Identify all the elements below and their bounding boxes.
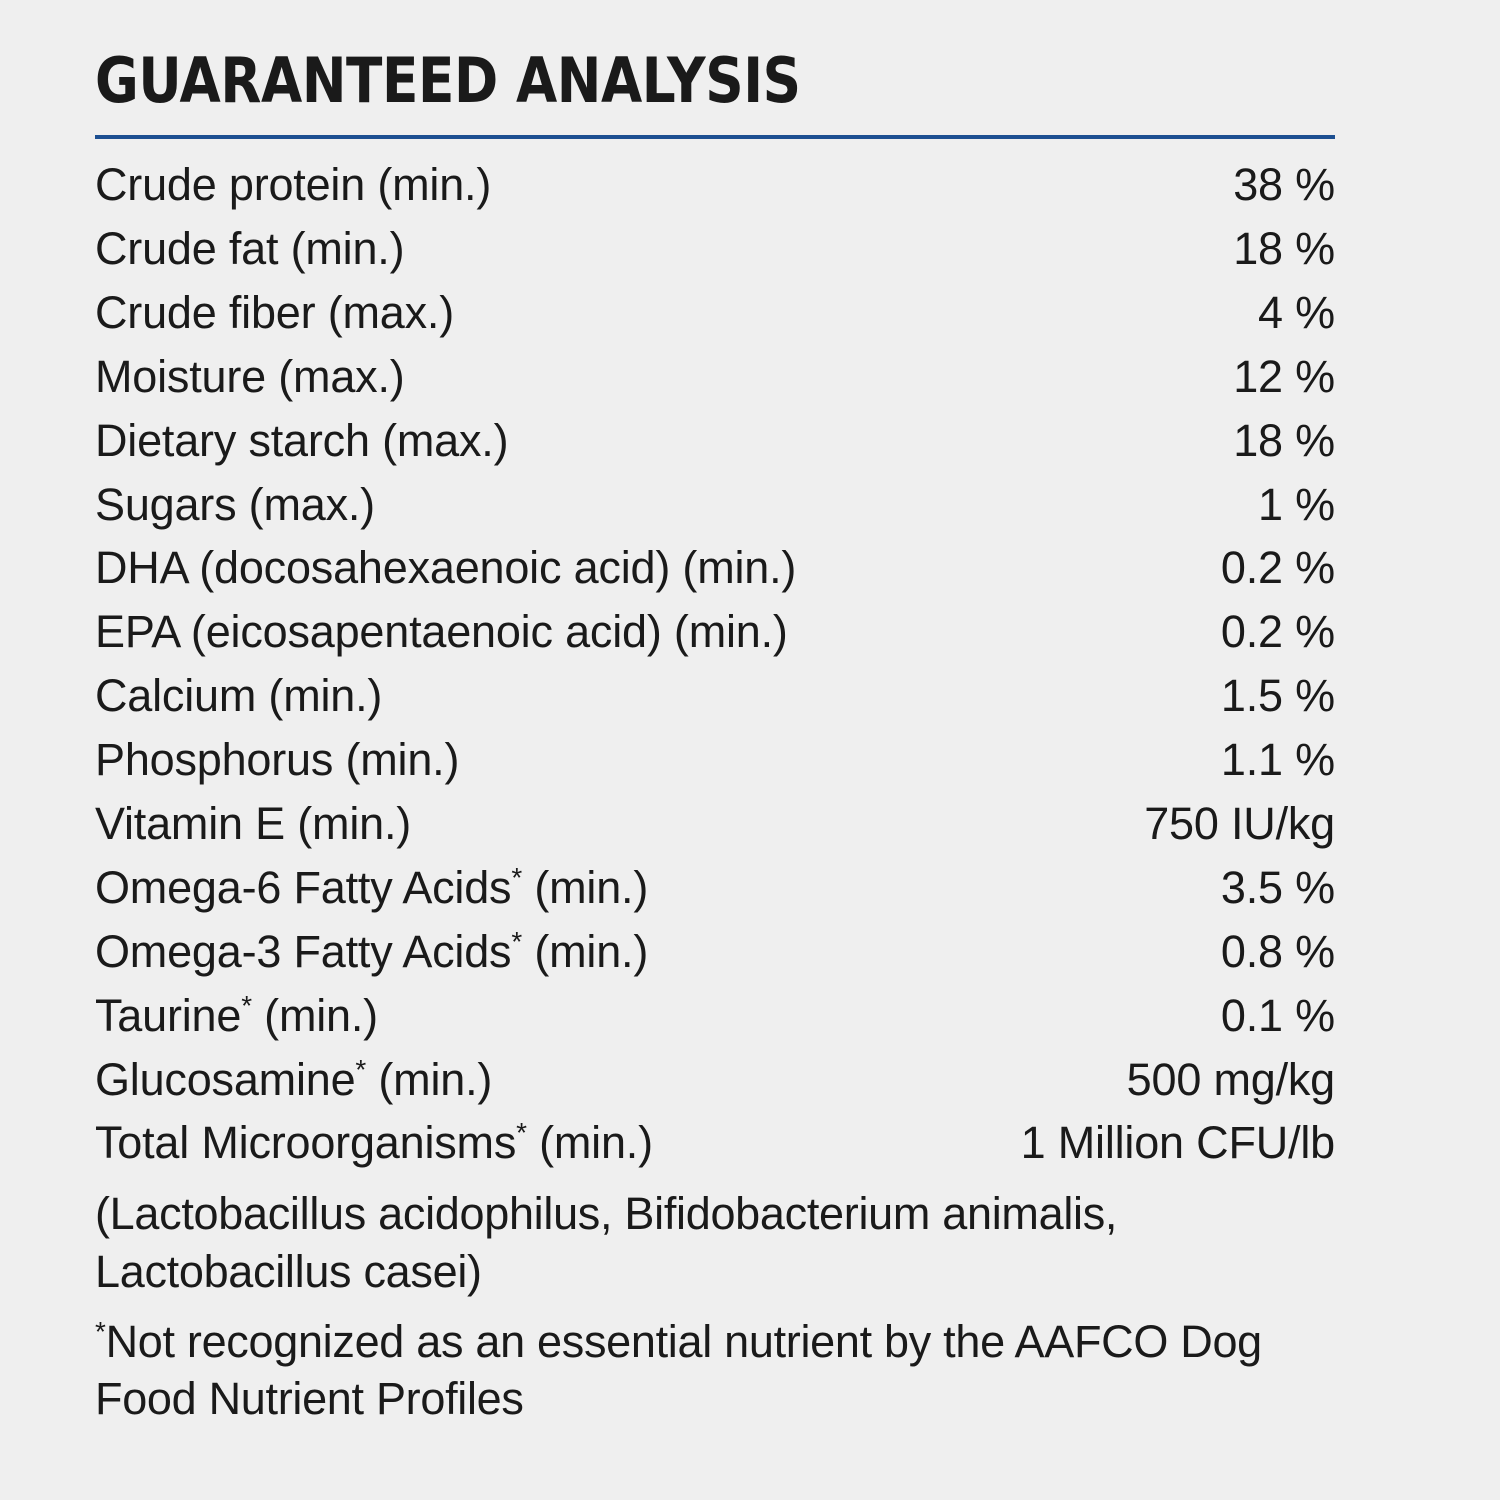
nutrient-qualifier: (min.) (522, 925, 649, 977)
nutrient-value: 1 % (1258, 478, 1335, 530)
nutrient-value: 4 % (1258, 286, 1335, 338)
table-row (95, 536, 1335, 600)
table-row (95, 1111, 1335, 1175)
nutrient-name: Omega-6 Fatty Acids (95, 861, 512, 913)
nutrient-name: Moisture (max.) (95, 350, 405, 402)
nutrient-qualifier: (min.) (366, 1053, 493, 1105)
table-row (95, 728, 1335, 792)
nutrient-name: Crude fat (min.) (95, 222, 405, 274)
guaranteed-analysis-panel (95, 44, 1335, 1428)
nutrient-name: Dietary starch (max.) (95, 414, 509, 466)
table-row (95, 664, 1335, 728)
nutrient-value: 500 mg/kg (1126, 1053, 1335, 1105)
table-row (95, 409, 1335, 473)
nutrient-label (95, 1048, 951, 1112)
nutrient-value: 750 IU/kg (1144, 798, 1335, 849)
nutrient-value: 0.8 % (1220, 925, 1335, 977)
nutrient-label (95, 409, 951, 473)
nutrient-label (95, 792, 951, 856)
aafco-footnote (95, 1313, 1335, 1428)
table-row (95, 345, 1335, 409)
nutrient-value: 12 % (1233, 350, 1335, 402)
nutrient-value: 0.2 % (1220, 542, 1335, 594)
footnote-text: Not recognized as an essential nutrient by the AAFCO Dog Food Nutrient Profiles (95, 1315, 1262, 1425)
footnote-asterisk: * (95, 1315, 106, 1347)
table-row (95, 281, 1335, 345)
nutrient-value: 1.1 % (1220, 734, 1335, 786)
nutrient-label (95, 1111, 951, 1175)
nutrient-name: Vitamin E (min.) (95, 798, 412, 849)
nutrient-label (95, 153, 951, 217)
nutrient-value: 18 % (1233, 414, 1335, 466)
nutrient-value: 1 Million CFU/lb (1020, 1117, 1335, 1169)
nutrient-name: Crude protein (min.) (95, 159, 492, 211)
nutrient-qualifier: (min.) (522, 861, 649, 913)
nutrient-value: 18 % (1233, 222, 1335, 274)
nutrient-value: 3.5 % (1220, 861, 1335, 913)
nutrient-value: 38 % (1233, 159, 1335, 211)
microorganism-strains-note: (Lactobacillus acidophilus, Bifidobacterium animalis, Lactobacillus casei) (95, 1188, 1118, 1297)
nutrient-label (95, 473, 951, 537)
nutrient-label (95, 920, 951, 984)
nutrient-qualifier: (min.) (526, 1117, 653, 1169)
analysis-rows (95, 153, 1335, 1175)
table-row (95, 153, 1335, 217)
nutrient-name: Glucosamine (95, 1053, 356, 1105)
nutrient-label (95, 345, 951, 409)
footnote-marker: * (241, 989, 252, 1021)
table-row (95, 856, 1335, 920)
nutrient-label (95, 856, 951, 920)
nutrient-name: Phosphorus (min.) (95, 734, 460, 786)
nutrient-label (95, 281, 951, 345)
footnote-marker: * (516, 1117, 527, 1149)
footnote-marker: * (355, 1053, 367, 1085)
nutrient-label (95, 664, 951, 728)
table-row (95, 792, 1335, 856)
table-row (95, 473, 1335, 537)
nutrient-label (95, 536, 951, 600)
nutrient-name: Calcium (min.) (95, 670, 383, 722)
nutrient-name: Omega-3 Fatty Acids (95, 925, 512, 977)
nutrient-value: 1.5 % (1220, 670, 1335, 722)
nutrient-label (95, 600, 951, 664)
nutrient-name: DHA (docosahexaenoic acid) (min.) (95, 542, 797, 594)
nutrient-name: Total Microorganisms (95, 1117, 517, 1169)
nutrient-name: Taurine (95, 989, 242, 1041)
page-title: GUARANTEED ANALYSIS (95, 44, 801, 117)
nutrient-qualifier: (min.) (251, 989, 378, 1041)
nutrient-value: 0.1 % (1220, 989, 1335, 1041)
nutrient-label (95, 217, 951, 281)
nutrient-name: Sugars (max.) (95, 478, 375, 530)
table-row (95, 920, 1335, 984)
footnote-marker: * (511, 861, 523, 893)
footnote-marker: * (511, 925, 523, 957)
table-row (95, 1048, 1335, 1112)
nutrient-value: 0.2 % (1220, 606, 1335, 658)
table-row (95, 600, 1335, 664)
title-divider (95, 135, 1335, 139)
nutrient-label (95, 728, 951, 792)
nutrient-label (95, 984, 951, 1048)
nutrient-name: EPA (eicosapentaenoic acid) (min.) (95, 606, 788, 658)
nutrient-name: Crude fiber (max.) (95, 286, 454, 338)
guaranteed-analysis-table (95, 153, 1335, 1175)
table-row (95, 984, 1335, 1048)
table-row (95, 217, 1335, 281)
